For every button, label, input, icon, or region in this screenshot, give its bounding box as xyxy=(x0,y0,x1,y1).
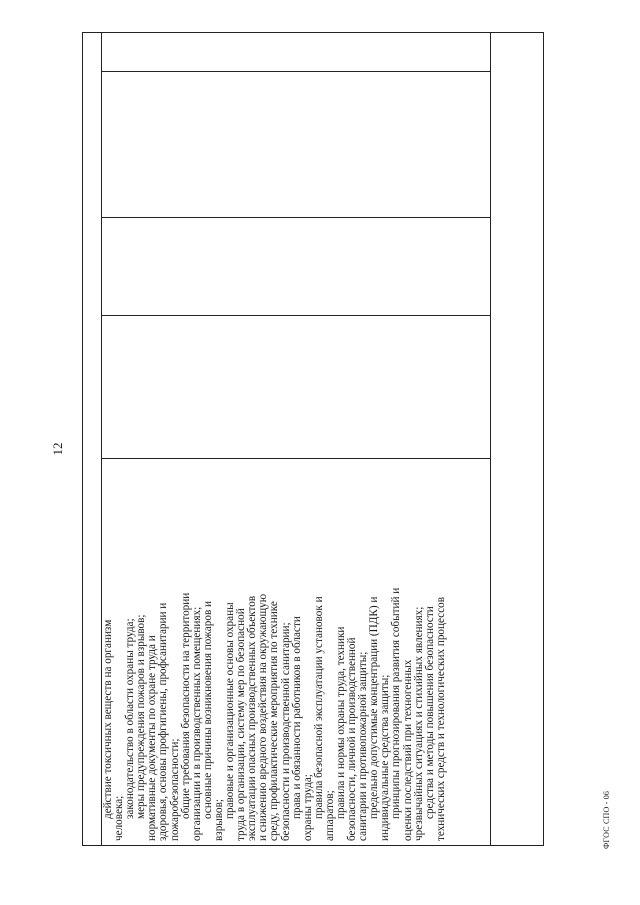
table-row-top xyxy=(83,33,102,845)
text-line: среду, профилактические мероприятия по технике xyxy=(268,601,281,841)
text-line: законодательство в области охраны труда; xyxy=(124,618,137,819)
text-line: нормативные документы по охране труда и xyxy=(146,635,159,841)
text-line: средства и методы повышения безопасности xyxy=(423,606,436,819)
text-line: предельно допустимые концентрации (ПДК) и xyxy=(368,596,381,819)
text-line: правила безопасной эксплуатации установок и xyxy=(312,596,325,819)
document-footer: ФГОС СПО - 06 xyxy=(602,790,611,849)
text-line: и снижению вредного воздействия на окружающую xyxy=(257,593,270,841)
text-line: общие требования безопасности на территории xyxy=(179,592,192,819)
text-line: труда в организации, систему мер по безопасной xyxy=(235,608,248,841)
text-line: взрывов; xyxy=(212,798,225,841)
knowledge-list xyxy=(102,459,491,845)
text-line: действие токсичных веществ на организм xyxy=(102,619,114,819)
column-divider xyxy=(102,71,490,72)
text-line: эксплуатации опасных производственных объектов xyxy=(246,595,259,841)
text-line: безопасности и производственной санитарии; xyxy=(279,622,292,841)
text-line: основные причины возникновения пожаров и xyxy=(201,600,214,819)
standards-table xyxy=(82,32,544,846)
column-divider xyxy=(102,217,490,218)
page-number: 12 xyxy=(50,442,65,456)
text-line: человека; xyxy=(113,795,126,841)
text-line: охраны труда; xyxy=(301,774,314,841)
text-line: меры предупреждения пожаров и взрывов; xyxy=(135,614,148,819)
text-line: правовые и организационные основы охраны xyxy=(224,602,237,819)
text-line: организации и в производственных помещениях; xyxy=(190,606,203,841)
text-line: индивидуальные средства защиты; xyxy=(379,674,392,841)
text-line: права и обязанности работников в области xyxy=(290,616,303,819)
text-line: здоровья, основы профгигиены, профсанитарии и xyxy=(157,602,170,841)
text-line: чрезвычайных ситуациях и стихийных явлениях; xyxy=(412,606,425,841)
text-line: санитарии и противопожарной защиты; xyxy=(357,651,370,841)
column-divider xyxy=(102,458,490,459)
text-line: принципы прогнозирования развития событий и xyxy=(390,587,403,819)
text-line: безопасности, личной и производственной xyxy=(346,637,359,841)
table-row-main xyxy=(102,33,491,845)
column-divider xyxy=(102,315,490,316)
text-line: пожаробезопасности; xyxy=(168,738,181,841)
text-line: правила и нормы охраны труда, техники xyxy=(334,626,347,819)
table-row-bottom xyxy=(491,33,545,845)
text-line: аппаратов; xyxy=(323,790,336,841)
text-line: технических средств и технологических процессов xyxy=(434,596,447,841)
text-line: оценки последствий при техногенных xyxy=(401,659,414,841)
